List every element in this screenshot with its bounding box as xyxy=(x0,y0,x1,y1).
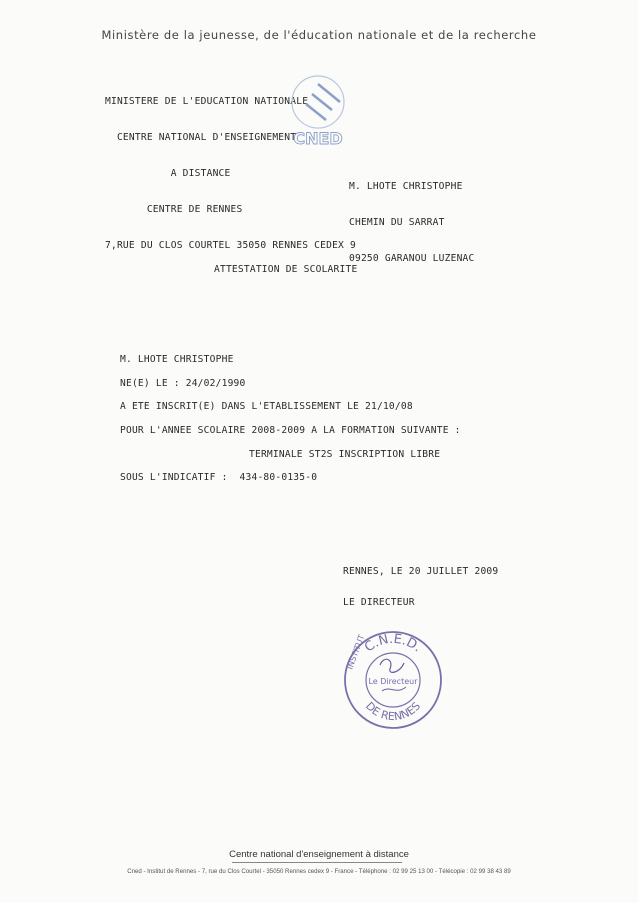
recipient-city: 09250 GARANOU LUZENAC xyxy=(349,253,475,264)
sender-line-4: CENTRE DE RENNES xyxy=(105,204,243,215)
footer-address: Cned - Institut de Rennes - 7, rue du Clos Courtel - 35050 Rennes cedex 9 - France - Téléphone : 02 99 25 13 00 - Télécopie : 02 99 38 43 89 xyxy=(127,868,511,875)
official-stamp xyxy=(338,625,448,735)
signatory: LE DIRECTEUR xyxy=(343,597,415,608)
sender-line-1: MINISTERE DE L'EDUCATION NATIONALE xyxy=(105,96,309,107)
footer-divider xyxy=(232,862,402,863)
document-title: ATTESTATION DE SCOLARITE xyxy=(214,264,358,275)
student-name: M. LHOTE CHRISTOPHE xyxy=(120,354,234,365)
enrollment-date: A ETE INSCRIT(E) DANS L'ETABLISSEMENT LE 21/10/08 xyxy=(120,401,413,412)
recipient-address xyxy=(349,157,475,289)
sender-line-2: CENTRE NATIONAL D'ENSEIGNEMENT xyxy=(105,132,297,143)
footer-title: Centre national d'enseignement à distance xyxy=(229,849,409,860)
stamp-bottom-text: DE RENNES xyxy=(362,699,424,724)
birth-date: NE(E) LE : 24/02/1990 xyxy=(120,378,246,389)
sender-line-5: 7,RUE DU CLOS COURTEL 35050 RENNES CEDEX 9 xyxy=(105,240,356,251)
stamp-center-text: Le Directeur xyxy=(368,677,418,686)
stamp-left-text: INSTITUT xyxy=(345,633,367,671)
logo-text: CNED xyxy=(293,129,343,148)
cned-logo xyxy=(278,68,358,148)
formation: TERMINALE ST2S INSCRIPTION LIBRE xyxy=(249,449,441,460)
stamp-top-text: C.N.E.D. xyxy=(362,631,425,656)
recipient-name: M. LHOTE CHRISTOPHE xyxy=(349,181,463,192)
date-line: RENNES, LE 20 JUILLET 2009 xyxy=(343,566,499,577)
school-year: POUR L'ANNEE SCOLAIRE 2008-2009 A LA FORMATION SUIVANTE : xyxy=(120,425,461,436)
ministry-header: Ministère de la jeunesse, de l'éducation nationale et de la recherche xyxy=(101,28,537,42)
recipient-street: CHEMIN DU SARRAT xyxy=(349,217,445,228)
indicatif: SOUS L'INDICATIF : 434-80-0135-0 xyxy=(120,472,318,483)
signature-scribble xyxy=(380,659,404,672)
sender-line-3: A DISTANCE xyxy=(105,168,231,179)
